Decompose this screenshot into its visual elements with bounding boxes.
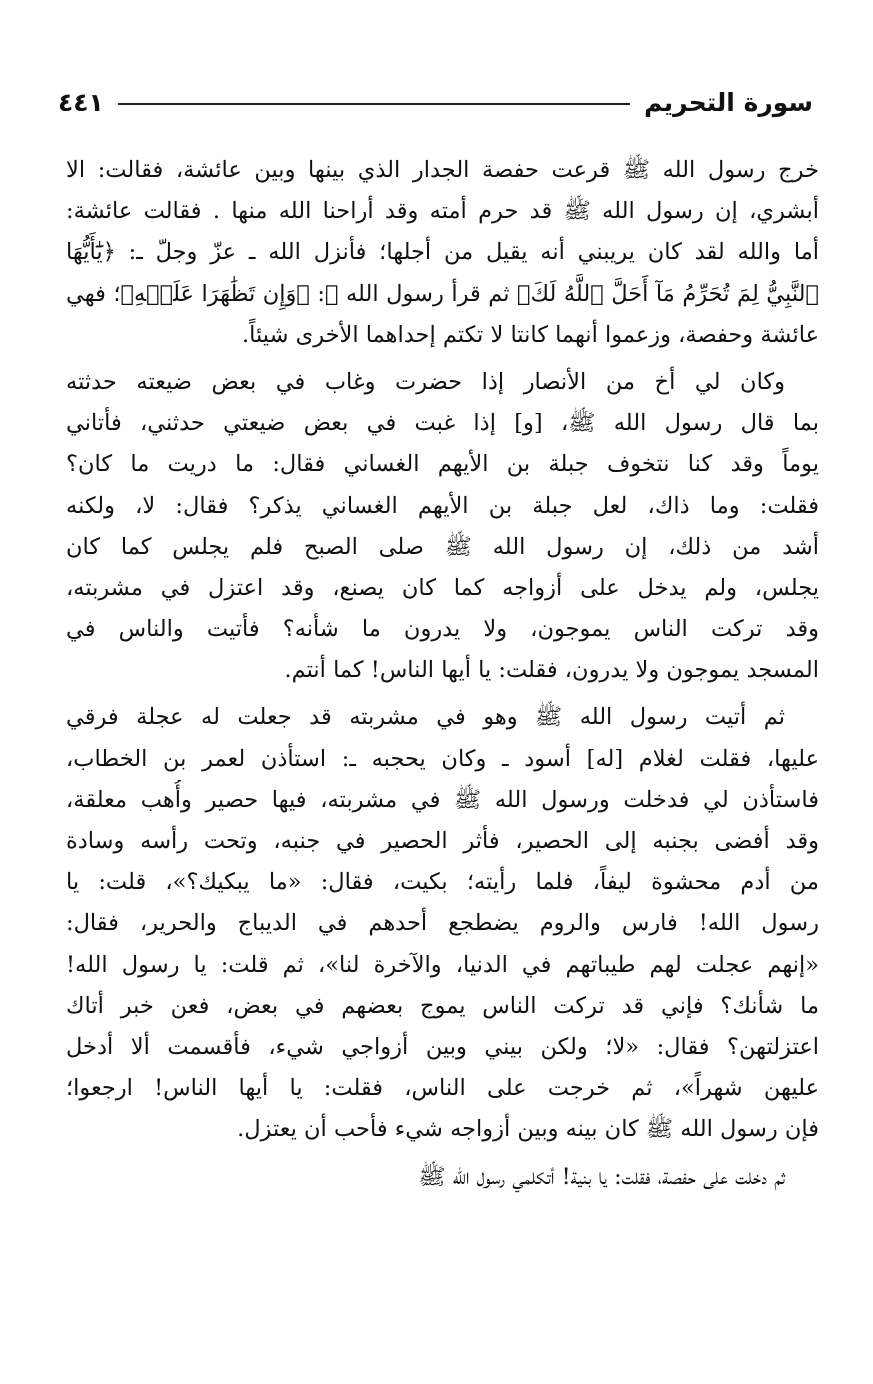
text-line: ما شأنك؟ فإني قد تركت الناس يموج بعضهم في بعض، فعن خبر أتاك [66,992,819,1019]
text-line: المسجد يموجون ولا يدرون، فقلت: يا أيها الناس! كما أنتم. [284,657,819,684]
text-line: رسول الله! فارس والروم يضطجع أحدهم في الديباج والحرير، فقال: [66,910,819,937]
text-line: أما والله لقد كان يريبني أنه يقيل من أجلها؛ فأنزل الله ـ عزّ وجلّ ـ: ﴿يَٰٓأَيُّهَا [66,239,819,266]
text-line: ثم أتيت رسول الله ﷺ وهو في مشربته قد جعلت له عجلة فرقي [66,704,785,731]
text-line: خرج رسول الله ﷺ قرعت حفصة الجدار الذي بينها وبين عائشة، فقالت: الا [66,157,819,183]
header-rule [118,103,630,105]
text-line: ٱلنَّبِيُّ لِمَ تُحَرِّمُ مَآ أَحَلَّ ٱللَّهُ لَكَ﴾ ثم قرأ رسول الله ﷺ: ﴿وَإِن تَظَٰهَرَا عَلَيۡهِ﴾؛ فهي [66,280,819,307]
paragraph [66,150,819,356]
running-header [58,82,813,122]
text-line: من أدم محشوة ليفاً، فلما رأيته؛ بكيت، فقال: «ما يبكيك؟»، قلت: يا [66,869,819,896]
text-line: فاستأذن لي فدخلت ورسول الله ﷺ في مشربته، فيها حصير وأُهب معلقة، [66,786,819,813]
text-line: فقلت: وما ذاك، لعل جبلة بن الأيهم الغساني يذكر؟ فقال: لا، ولكنه [66,492,819,519]
text-line: وقد أفضى بجنبه إلى الحصير، فأثر الحصير في جنبه، وتحت رأسه وسادة [66,828,819,854]
text-line: عائشة وحفصة، وزعموا أنهما كانتا لا تكتم إحداهما الأخرى شيئاً. [242,321,819,348]
text-line: اعتزلتهن؟ فقال: «لا؛ ولكن بيني وبين أزواجي شيء، فأقسمت ألا أدخل [66,1033,819,1060]
text-line: يوماً وقد كنا نتخوف جبلة بن الأيهم الغساني فقال: ما دريت ما كان؟ [66,451,819,478]
paragraph [66,1157,819,1198]
text-line: وقد تركت الناس يموجون، ولا يدرون ما شأنه؟ فأتيت والناس في [66,616,819,643]
text-line: بما قال رسول الله ﷺ، [و] إذا غبت في بعض ضيعتي حدثني، فأتاني [66,410,819,437]
text-line: ثم دخلت على حفصة، فقلت: يا بنية! أتكلمي رسول الله ﷺ [418,1163,785,1190]
text-line: فإن رسول الله ﷺ كان بينه وبين أزواجه شيء فأحب أن يعتزل. [237,1116,819,1143]
text-line: عليها، فقلت لغلام [له] أسود ـ وكان يحجبه ـ: استأذن لعمر بن الخطاب، [66,745,819,772]
text-line: أشد من ذلك، إن رسول الله ﷺ صلى الصبح فلم يجلس كما كان [66,533,819,560]
body-text [66,150,819,1198]
text-line: أبشري، إن رسول الله ﷺ قد حرم أمته وقد أراحنا الله منها . فقالت عائشة: [66,198,819,225]
text-line: عليهن شهراً»، ثم خرجت على الناس، فقلت: يا أيها الناس! ارجعوا؛ [66,1075,819,1102]
paragraph [66,362,819,692]
text-line: «إنهم عجلت لهم طيباتهم في الدنيا، والآخرة لنا»، ثم قلت: يا رسول الله! [66,951,819,978]
text-line: وكان لي أخ من الأنصار إذا حضرت وغاب في بعض ضيعته حدثته [66,368,785,395]
text-line: يجلس، ولم يدخل على أزواجه كما كان يصنع، وقد اعتزل في مشربته، [66,574,819,601]
paragraph [66,697,819,1150]
page-number: ٤٤١ [58,87,104,117]
chapter-title: سورة التحريم [644,87,813,117]
